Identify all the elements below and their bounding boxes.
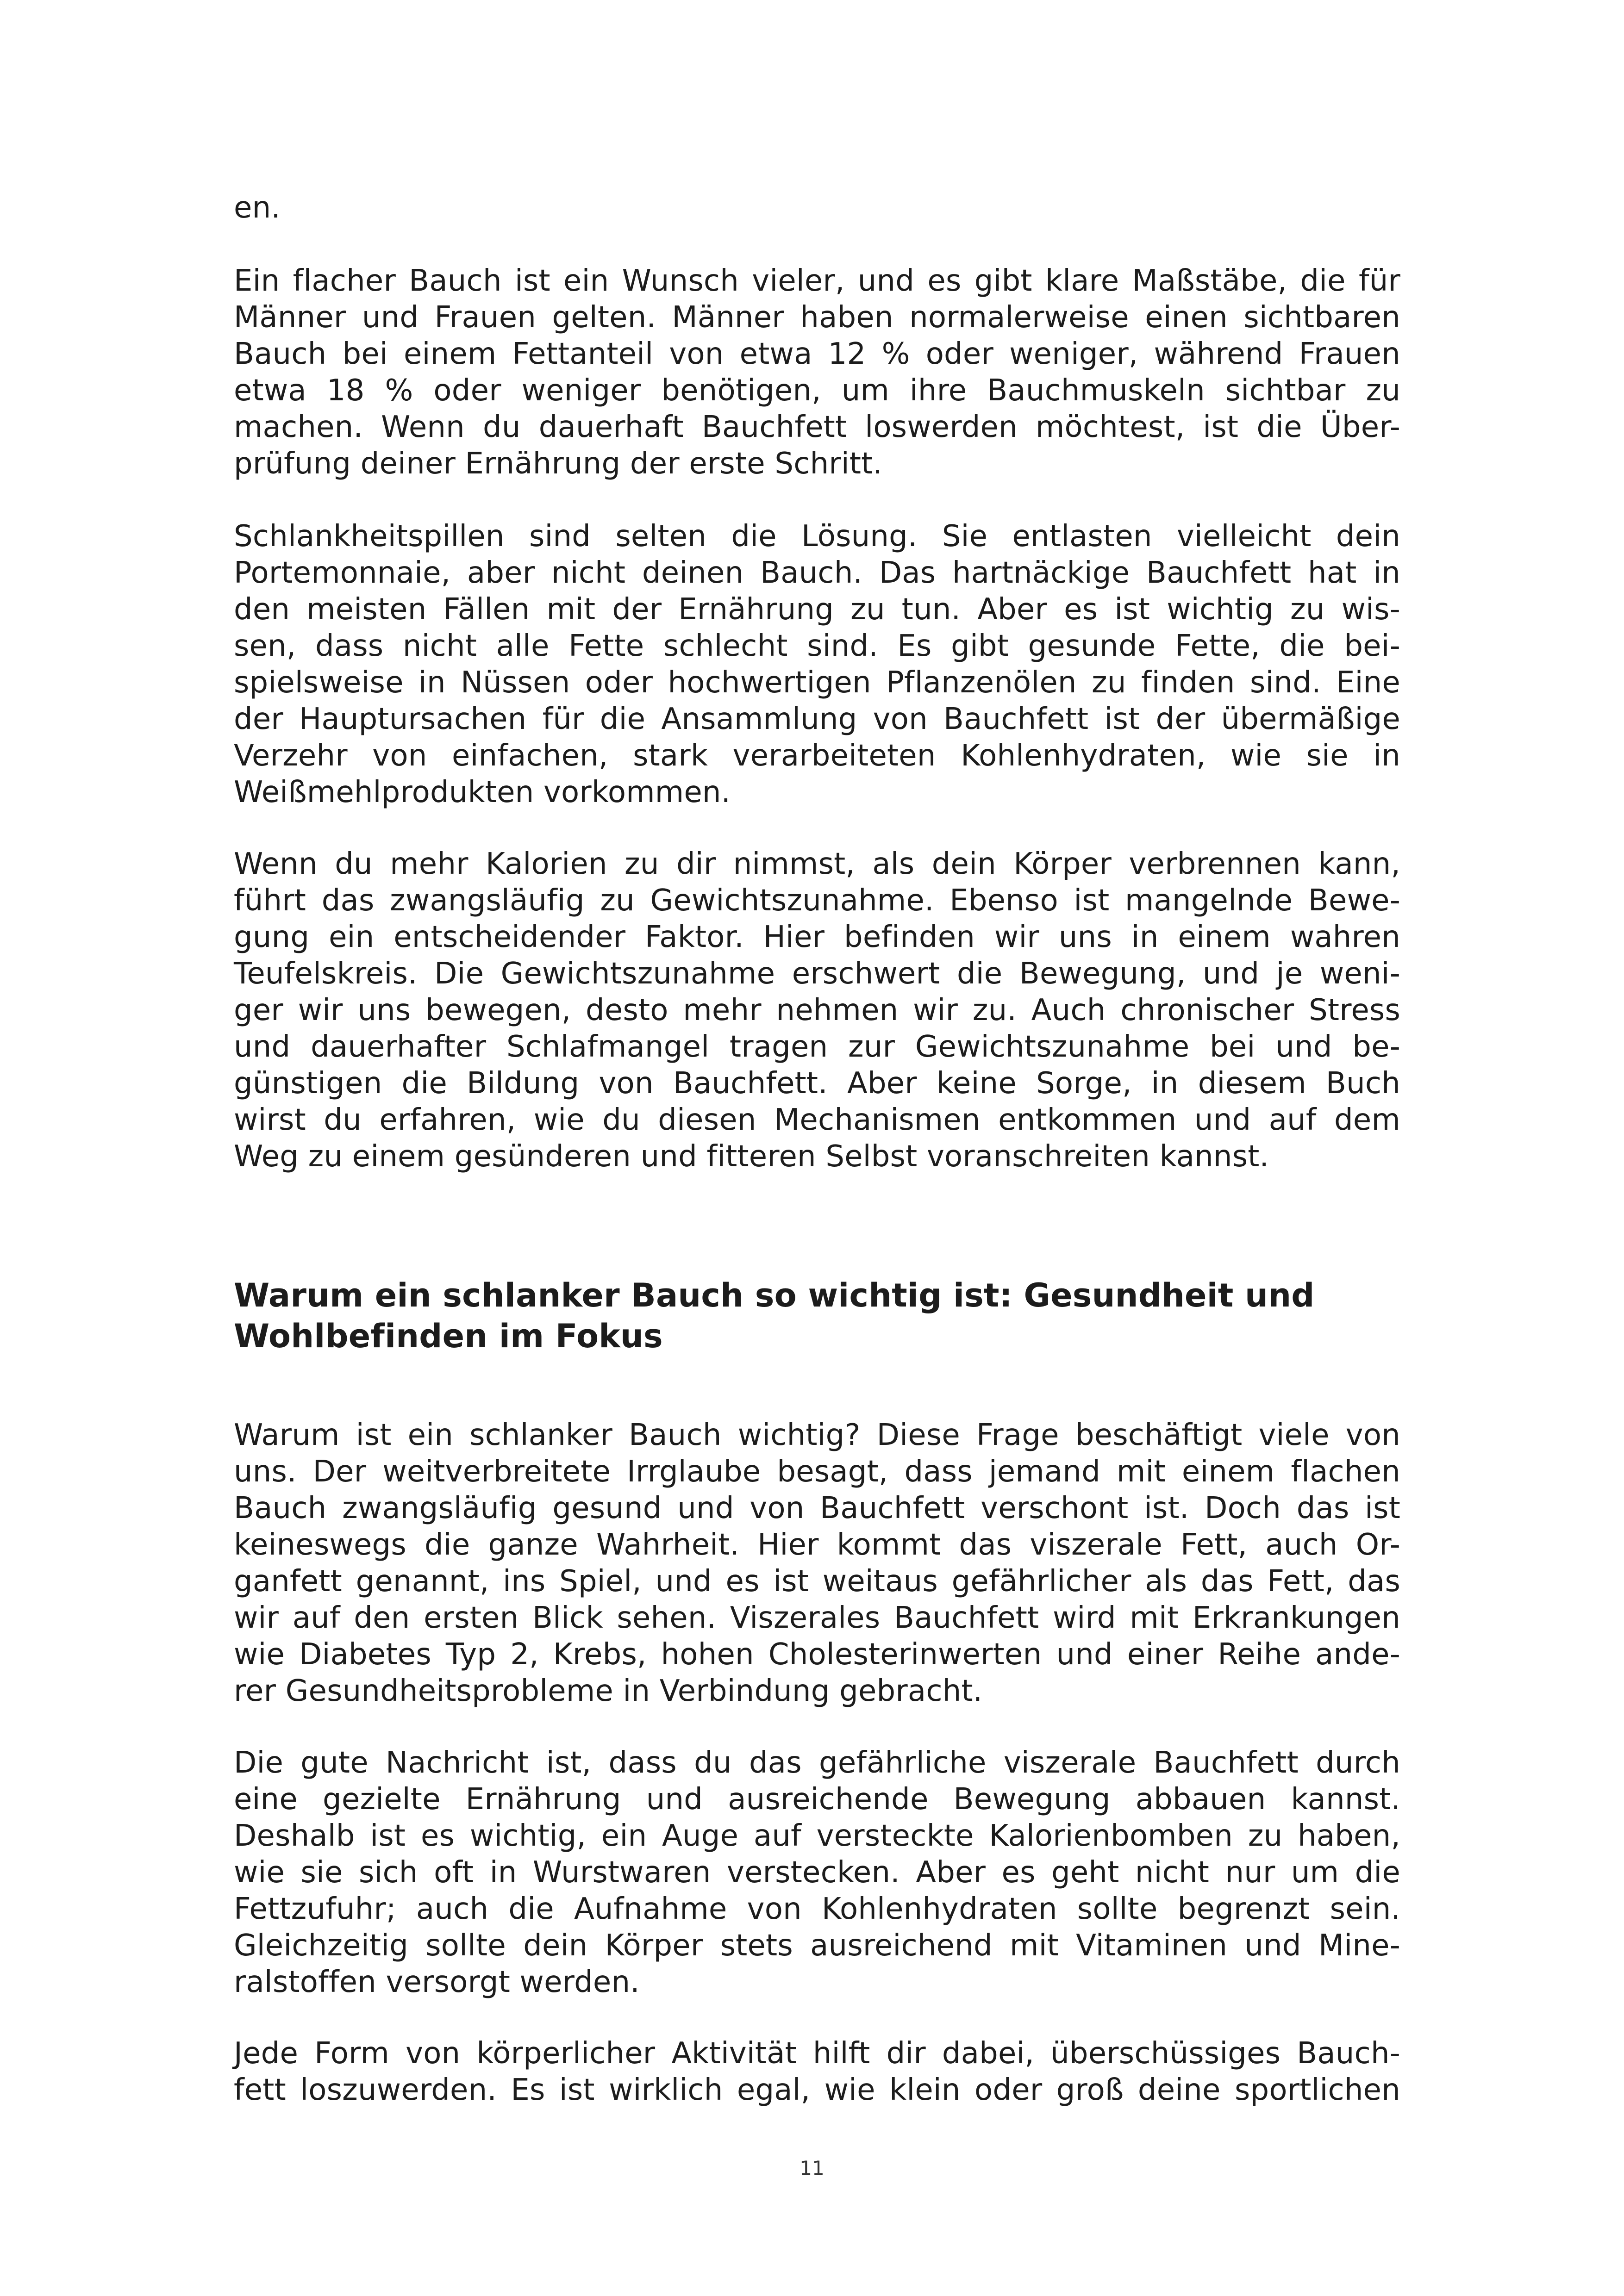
text-line: Gleichzeitig sollte dein Körper stets ausreichend mit Vitaminen und Mine- (234, 1929, 1400, 1963)
text-line: fett loszuwerden. Es ist wirklich egal, wie klein oder groß deine sportlichen (234, 2073, 1400, 2107)
text-line: spielsweise in Nüssen oder hochwertigen Pflanzenölen zu finden sind. Eine (234, 666, 1400, 700)
text-line: wirst du erfahren, wie du diesen Mechanismen entkommen und auf dem (234, 1103, 1400, 1137)
heading-line: Warum ein schlanker Bauch so wichtig ist: Gesundheit und (234, 1276, 1315, 1314)
text-line: ganfett genannt, ins Spiel, und es ist weitaus gefährlicher als das Fett, das (234, 1564, 1400, 1599)
text-line: Bauch bei einem Fettanteil von etwa 12 % oder weniger, während Frauen (234, 337, 1400, 371)
text-line: eine gezielte Ernährung und ausreichende Bewegung abbauen kannst. (234, 1782, 1400, 1817)
text-line: führt das zwangsläufig zu Gewichtszunahme. Ebenso ist mangelnde Bewe- (234, 884, 1400, 918)
text-line: Verzehr von einfachen, stark verarbeiteten Kohlenhydraten, wie sie in (234, 739, 1400, 773)
text-line: Deshalb ist es wichtig, ein Auge auf versteckte Kalorienbomben zu haben, (234, 1819, 1400, 1853)
text-line: Schlankheitspillen sind selten die Lösung. Sie entlasten vielleicht dein (234, 519, 1400, 554)
text-line: wie sie sich oft in Wurstwaren verstecken. Aber es geht nicht nur um die (234, 1855, 1400, 1890)
text-line: und dauerhafter Schlafmangel tragen zur Gewichtszunahme bei und be- (234, 1030, 1400, 1064)
paragraph-visceral-fat (234, 1417, 1400, 1710)
text-line: prüfung deiner Ernährung der erste Schritt. (234, 447, 882, 481)
text-line: uns. Der weitverbreitete Irrglaube besagt, dass jemand mit einem flachen (234, 1455, 1400, 1489)
text-line: Die gute Nachricht ist, dass du das gefährliche viszerale Bauchfett durch (234, 1746, 1400, 1780)
heading-line: Wohlbefinden im Fokus (234, 1317, 663, 1355)
text-line: Teufelskreis. Die Gewichtszunahme erschwert die Bewegung, und je weni- (234, 957, 1400, 991)
text-line: Portemonnaie, aber nicht deinen Bauch. Das hartnäckige Bauchfett hat in (234, 556, 1400, 590)
text-line: der Hauptursachen für die Ansammlung von Bauchfett ist der übermäßige (234, 702, 1400, 736)
text-line: etwa 18 % oder weniger benötigen, um ihre Bauchmuskeln sichtbar zu (234, 373, 1400, 408)
section-heading (234, 1275, 1400, 1356)
text-line: Wenn du mehr Kalorien zu dir nimmst, als dein Körper verbrennen kann, (234, 847, 1400, 881)
text-line: wie Diabetes Typ 2, Krebs, hohen Cholesterinwerten und einer Reihe ande- (234, 1637, 1400, 1672)
text-line: en. (234, 191, 281, 225)
text-line: ger wir uns bewegen, desto mehr nehmen wir zu. Auch chronischer Stress (234, 993, 1400, 1027)
text-line: Warum ist ein schlanker Bauch wichtig? Diese Frage beschäftigt viele von (234, 1418, 1400, 1452)
paragraph-flat-belly-standards (234, 263, 1400, 482)
text-line: Männer und Frauen gelten. Männer haben normalerweise einen sichtbaren (234, 300, 1400, 335)
text-line: Ein flacher Bauch ist ein Wunsch vieler, und es gibt klare Maßstäbe, die für (234, 264, 1400, 298)
page-number: 11 (800, 2157, 824, 2179)
text-line: Bauch zwangsläufig gesund und von Bauchfett verschont ist. Doch das ist (234, 1491, 1400, 1525)
paragraph-diet-pills (234, 518, 1400, 811)
text-line: wir auf den ersten Blick sehen. Viszerales Bauchfett wird mit Erkrankungen (234, 1601, 1400, 1635)
text-line: sen, dass nicht alle Fette schlecht sind. Es gibt gesunde Fette, die bei- (234, 629, 1400, 663)
text-line: Weg zu einem gesünderen und fitteren Selbst voranschreiten kannst. (234, 1139, 1269, 1174)
text-line: rer Gesundheitsprobleme in Verbindung gebracht. (234, 1674, 983, 1708)
text-line: günstigen die Bildung von Bauchfett. Aber keine Sorge, in diesem Buch (234, 1066, 1400, 1101)
text-line: Jede Form von körperlicher Aktivität hilft dir dabei, überschüssiges Bauch- (234, 2036, 1400, 2071)
text-line: Fettzufuhr; auch die Aufnahme von Kohlenhydraten sollte begrenzt sein. (234, 1892, 1400, 1926)
paragraph-vicious-circle (234, 846, 1400, 1175)
text-line: gung ein entscheidender Faktor. Hier befinden wir uns in einem wahren (234, 920, 1400, 954)
paragraph-physical-activity (234, 2035, 1400, 2109)
text-line: keineswegs die ganze Wahrheit. Hier kommt das viszerale Fett, auch Or- (234, 1528, 1400, 1562)
paragraph-good-news (234, 1745, 1400, 2001)
text-line: ralstoffen versorgt werden. (234, 1965, 640, 1999)
text-line: machen. Wenn du dauerhaft Bauchfett loswerden möchtest, ist die Über- (234, 410, 1400, 444)
text-line: Weißmehlprodukten vorkommen. (234, 775, 731, 809)
paragraph-continuation (234, 190, 1400, 226)
text-line: den meisten Fällen mit der Ernährung zu tun. Aber es ist wichtig zu wis- (234, 592, 1400, 627)
